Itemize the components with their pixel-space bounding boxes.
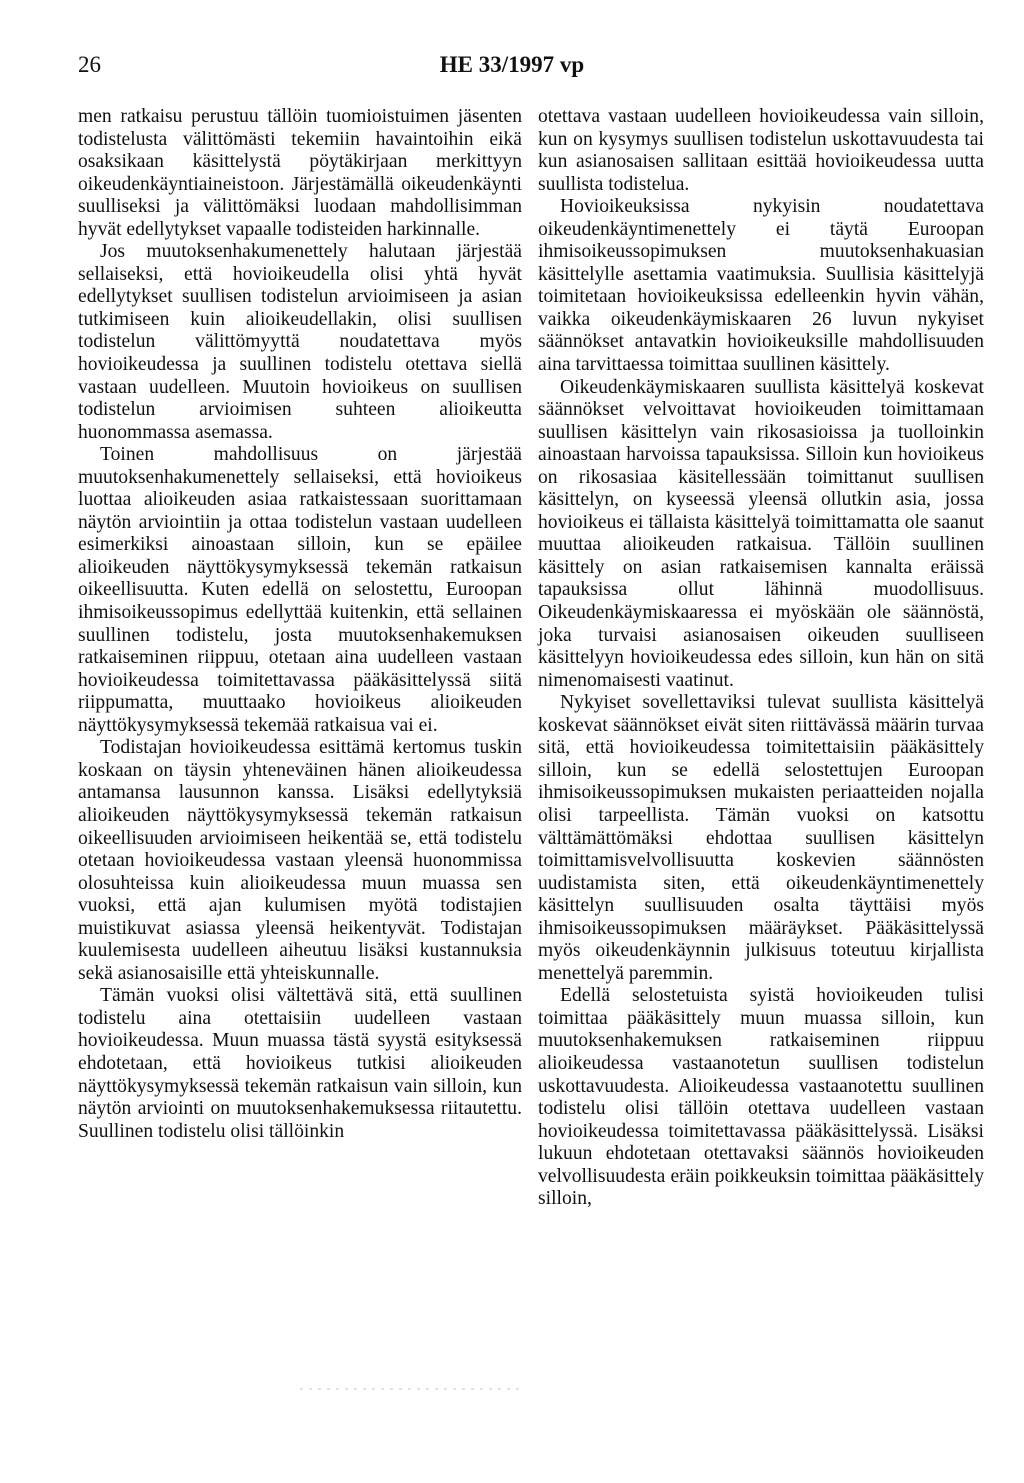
paragraph: otettava vastaan uudelleen hovioikeudessa vain silloin, kun on kysymys suullisen todistelun uskottavuudesta tai kun asianosaisen sallitaan esittää hovioikeudessa uutta suullista todistelua.: [538, 106, 984, 195]
right-column: [538, 106, 984, 1211]
paragraph: Nykyiset sovellettaviksi tulevat suullista käsittelyä koskevat säännökset eivät siten riittävässä määrin turvaa sitä, että hovioikeudessa toimitettaisiin pääkäsittely silloin, kun se edellä selostettujen Euroopan ihmisoikeussopimuksen mukaisten periaatteiden nojalla olisi tarpeellista. Tämän vuoksi on katsottu välttämättömäksi ehdottaa suullisen käsittelyn toimittamisvelvollisuutta koskevien säännösten uudistamista siten, että oikeudenkäyntimenettely käsittelyn suullisuuden osalta täyttäisi myös ihmisoikeussopimuksen määräykset. Pääkäsittelyssä myös oikeudenkäynnin julkisuus toteutuu kirjallista menettelyä paremmin.: [538, 692, 984, 984]
page-number: 26: [78, 52, 101, 77]
paragraph: Hovioikeuksissa nykyisin noudatettava oikeudenkäyntimenettely ei täytä Euroopan ihmisoikeussopimuksen muutoksenhakuasian käsittelylle asettamia vaatimuksia. Suullisia käsittelyjä toimitetaan hovioikeuksissa edelleenkin hyvin vähän, vaikka oikeudenkäymiskaaren 26 luvun nykyiset säännökset antavatkin hovioikeuksille mahdollisuuden aina tarvittaessa toimittaa suullinen käsittely.: [538, 196, 984, 376]
page-header: [0, 52, 1024, 92]
paragraph: Jos muutoksenhakumenettely halutaan järjestää sellaiseksi, että hovioikeudella olisi yhtä hyvät edellytykset suullisen todistelun arvioimiseen ja asian tutkimiseen kuin alioikeudellakin, olisi suullisen todistelun välittömyyttä noudatettava myös hovioikeudessa ja suullinen todistelu otettava siellä vastaan uudelleen. Muutoin hovioikeus on suullisen todistelun arvioimisen suhteen alioikeutta huonommassa asemassa.: [78, 241, 522, 443]
paragraph: Oikeudenkäymiskaaren suullista käsittelyä koskevat säännökset velvoittavat hovioikeuden toimittamaan suullisen käsittelyn vain rikosasioissa ja tuolloinkin ainoastaan harvoissa tapauksissa. Silloin kun hovioikeus on rikosasiaa käsitellessään toimittanut suullisen käsittelyn, on kyseessä yleensä ollutkin asia, jossa hovioikeus ei tällaista käsittelyä toimittamatta ole saanut muuttaa alioikeuden ratkaisua. Tällöin suullinen käsittely on asian ratkaisemisen kannalta eräissä tapauksissa ollut lähinnä muodollisuus. Oikeudenkäymiskaaressa ei myöskään ole säännöstä, joka turvaisi asianosaisen oikeuden suulliseen käsittelyyn hovioikeudessa edes silloin, kun hän on sitä nimenomaisesti vaatinut.: [538, 376, 984, 691]
paragraph: men ratkaisu perustuu tällöin tuomioistuimen jäsenten todistelusta välittömästi tekemiin havaintoihin eikä osaksikaan käsittelystä pöytäkirjaan merkittyyn oikeudenkäyntiaineistoon. Järjestämällä oikeudenkäynti suulliseksi ja välittömäksi luodaan mahdollisimman hyvät edellytykset vapaalle todisteiden harkinnalle.: [78, 106, 522, 240]
paragraph: Toinen mahdollisuus on järjestää muutoksenhakumenettely sellaiseksi, että hovioikeus luottaa alioikeuden asiaa ratkaistessaan suorittamaan näytön arviointiin ja ottaa todistelun vastaan uudelleen esimerkiksi ainoastaan silloin, kun se epäilee alioikeuden näyttökysymyksessä tekemän ratkaisun oikeellisuutta. Kuten edellä on selostettu, Euroopan ihmisoikeussopimus edellyttää kuitenkin, että sellainen suullinen todistelu, josta muutoksenhakemuksen ratkaiseminen riippuu, otetaan aina uudelleen vastaan hovioikeudessa toimitettavassa pääkäsittelyssä siitä riippumatta, muuttaako hovioikeus alioikeuden näyttökysymyksessä tekemää ratkaisua vai ei.: [78, 444, 522, 736]
paragraph: Todistajan hovioikeudessa esittämä kertomus tuskin koskaan on täysin yhteneväinen hänen alioikeudessa antamansa lausunnon kanssa. Lisäksi edellytyksiä alioikeuden näyttökysymyksessä tekemän ratkaisun oikeellisuuden arvioimiseen heikentää se, että todistelu otetaan hovioikeudessa vastaan yleensä huonommissa olosuhteissa kuin alioikeudessa muun muassa sen vuoksi, että ajan kulumisen myötä todistajien muistikuvat asiassa yleensä heikentyvät. Todistajan kuulemisesta uudelleen aiheutuu lisäksi kustannuksia sekä asianosaisille että yhteiskunnalle.: [78, 737, 522, 984]
paragraph: Edellä selostetuista syistä hovioikeuden tulisi toimittaa pääkäsittely muun muassa silloin, kun muutoksenhakemuksen ratkaiseminen riippuu alioikeudessa vastaanotetun suullisen todistelun uskottavuudesta. Alioikeudessa vastaanotettu suullinen todistelu olisi tällöin otettava uudelleen vastaan hovioikeudessa toimitettavassa pääkäsittelyssä. Lisäksi lukuun ehdotetaan otettavaksi säännös hovioikeuden velvollisuudesta eräin poikkeuksin toimittaa pääkäsittely silloin,: [538, 985, 984, 1210]
document-title: HE 33/1997 vp: [439, 52, 585, 77]
left-column: [78, 106, 522, 1143]
scan-artifact: [300, 1388, 520, 1390]
paragraph: Tämän vuoksi olisi vältettävä sitä, että suullinen todistelu aina otettaisiin uudelleen vastaan hovioikeudessa. Muun muassa tästä syystä esityksessä ehdotetaan, että hovioikeus tutkisi alioikeuden näyttökysymyksessä tekemän ratkaisun vain silloin, kun näytön arviointi on muutoksenhakemuksessa riitautettu. Suullinen todistelu olisi tällöinkin: [78, 985, 522, 1142]
